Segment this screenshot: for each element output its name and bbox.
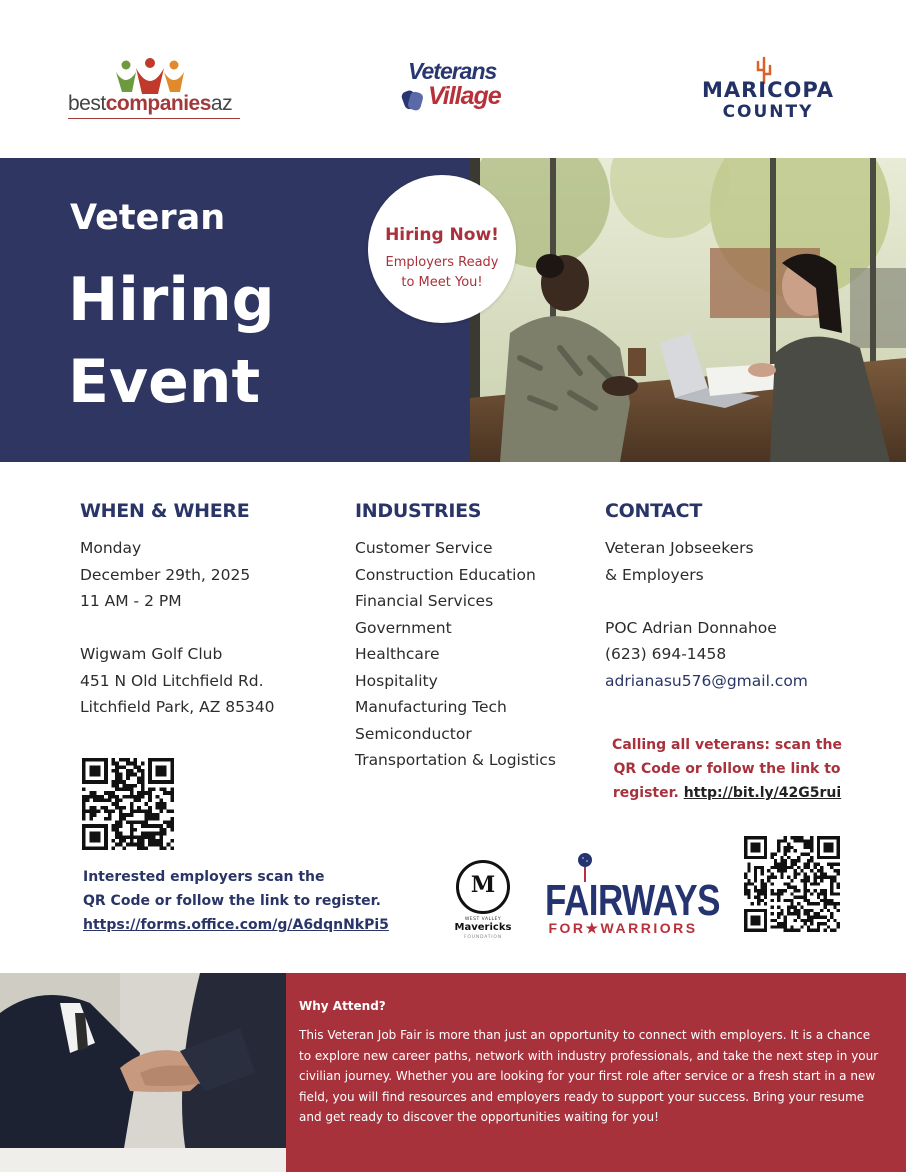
when-where-line: 451 N Old Litchfield Rd. xyxy=(80,671,264,690)
handshake-photo-illustration xyxy=(0,973,286,1172)
veterans-register-link[interactable]: http://bit.ly/42G5rui xyxy=(683,785,842,801)
maricopa-county-logo xyxy=(698,56,848,126)
when-where-line xyxy=(80,615,275,642)
divider xyxy=(68,118,240,119)
contact-section xyxy=(605,500,808,694)
industry-item: Semiconductor xyxy=(355,724,472,743)
veterans-cta-register-label: register. xyxy=(612,785,679,801)
contact-line2: & Employers xyxy=(605,565,704,584)
industry-item: Hospitality xyxy=(355,671,438,690)
contact-heading: CONTACT xyxy=(605,500,702,522)
employers-cta-line2: QR Code or follow the link to register. xyxy=(83,893,381,909)
industry-item: Manufacturing Tech xyxy=(355,698,507,716)
handshake-photo xyxy=(0,973,286,1172)
fairways-for-warriors-logo xyxy=(545,852,720,940)
employers-cta-line1: Interested employers scan the xyxy=(83,869,325,885)
employers-cta xyxy=(83,865,433,937)
badge-line2: to Meet You! xyxy=(401,275,483,290)
hero-title-line1: Veteran xyxy=(70,198,226,238)
industry-item: Government xyxy=(355,618,452,637)
veterans-qr-code[interactable] xyxy=(744,836,840,932)
employers-register-link[interactable]: https://forms.office.com/g/A6dqnNkPi5 xyxy=(83,917,389,933)
hero-title-line3: Event xyxy=(68,347,261,417)
employers-qr-code[interactable] xyxy=(82,758,174,850)
when-where-line: Litchfield Park, AZ 85340 xyxy=(80,698,275,716)
why-attend-section xyxy=(286,973,906,1172)
fairways-line1: FAIRWAYS xyxy=(545,876,720,925)
veterans-cta-line3 xyxy=(598,781,856,805)
when-where-line: December 29th, 2025 xyxy=(80,565,251,584)
west-valley-line1: WEST VALLEY xyxy=(464,917,502,922)
hiring-now-badge xyxy=(368,175,516,323)
industry-item: Financial Services xyxy=(355,592,494,610)
contact-phone: (623) 694-1458 xyxy=(605,645,727,663)
contact-poc: POC Adrian Donnahoe xyxy=(605,618,777,637)
contact-email-link[interactable]: adrianasu576@gmail.com xyxy=(605,671,808,690)
when-where-line: Wigwam Golf Club xyxy=(80,645,223,663)
hero-banner xyxy=(0,158,906,462)
contact-line1: Veteran Jobseekers xyxy=(605,539,754,557)
veterans-village-line1: Veterans xyxy=(408,58,497,84)
when-where-section xyxy=(80,500,275,721)
badge-line1: Employers Ready xyxy=(385,255,499,270)
when-where-line: 11 AM - 2 PM xyxy=(80,592,182,610)
west-valley-mavericks-logo xyxy=(452,858,516,940)
industry-item: Healthcare xyxy=(355,645,440,663)
industry-item: Transportation & Logistics xyxy=(355,751,556,769)
maricopa-line1: MARICOPA xyxy=(701,78,835,102)
interview-photo-illustration xyxy=(470,158,906,462)
veterans-cta-line2: QR Code or follow the link to xyxy=(613,761,841,777)
spacer xyxy=(605,588,808,615)
industries-section xyxy=(355,500,556,774)
hero-title-line2: Hiring xyxy=(68,265,275,335)
industry-item: Customer Service xyxy=(355,539,493,557)
bestcompaniesaz-wordmark: bestcompaniesaz xyxy=(68,92,233,115)
veterans-cta xyxy=(598,733,856,805)
veterans-village-logo xyxy=(398,58,510,122)
veterans-village-line2: Village xyxy=(428,82,501,110)
bestcompaniesaz-logo xyxy=(68,58,248,128)
mavericks-m-icon: M xyxy=(470,872,496,898)
why-attend-heading: Why Attend? xyxy=(299,999,386,1013)
industries-heading: INDUSTRIES xyxy=(355,500,482,522)
badge-heading: Hiring Now! xyxy=(385,225,499,245)
industry-item: Construction Education xyxy=(355,565,536,584)
header-logos xyxy=(0,0,906,158)
fairways-line2: FOR★WARRIORS xyxy=(548,920,698,936)
interview-photo xyxy=(470,158,906,462)
when-where-heading: WHEN & WHERE xyxy=(80,500,250,522)
veterans-cta-line1: Calling all veterans: scan the xyxy=(612,737,842,753)
when-where-line: Monday xyxy=(80,539,142,557)
west-valley-line2: Mavericks xyxy=(454,922,512,933)
why-attend-body: This Veteran Job Fair is more than just an opportunity to connect with employers. It is a chance to explore new career paths, network with industry professionals, and take the next step in your civilian journey. Whether you are looking for your first role after service or a fresh start in a new field, you will find resources and employers ready to support your success. Bring your resume and get ready to discover the opportunities waiting for you! xyxy=(299,1028,879,1124)
maricopa-line2: COUNTY xyxy=(722,102,814,122)
dog-tags-icon xyxy=(400,88,426,112)
west-valley-line3: FOUNDATION xyxy=(464,935,502,940)
people-figures-icon xyxy=(114,58,194,94)
